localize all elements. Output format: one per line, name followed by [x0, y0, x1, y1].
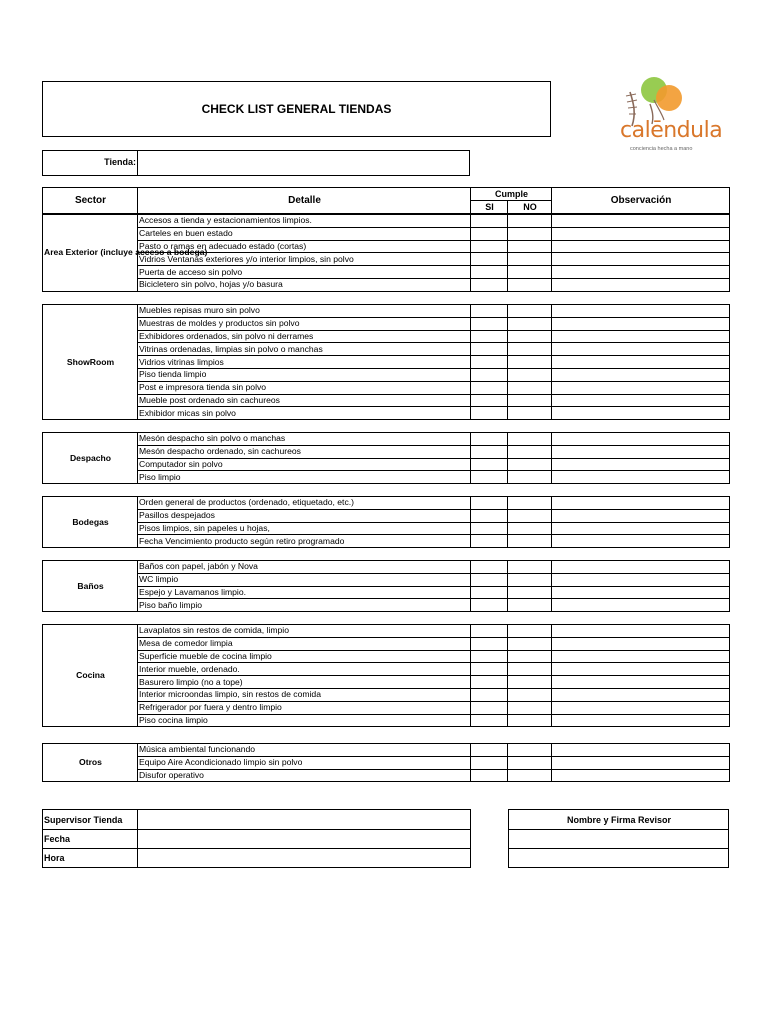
table-row: [43, 599, 730, 612]
sector-name: Cocina: [43, 625, 138, 727]
no-cell[interactable]: [508, 522, 552, 535]
no-cell[interactable]: [508, 471, 552, 484]
detalle-cell: Piso cocina limpio: [138, 714, 471, 727]
detalle-cell: Bicicletero sin polvo, hojas y/o basura: [138, 278, 471, 291]
table-row: [43, 445, 730, 458]
section-table: [42, 743, 730, 782]
sector-header: Sector: [43, 188, 138, 214]
no-cell[interactable]: [508, 266, 552, 279]
si-cell[interactable]: [471, 356, 508, 369]
no-cell[interactable]: [508, 407, 552, 420]
detalle-cell: Exhibidores ordenados, sin polvo ni derrames: [138, 330, 471, 343]
observacion-cell[interactable]: [552, 305, 730, 318]
sector-name: Despacho: [43, 433, 138, 484]
tienda-field: [42, 150, 470, 176]
no-cell[interactable]: [508, 701, 552, 714]
no-cell[interactable]: [508, 573, 552, 586]
si-cell[interactable]: [471, 701, 508, 714]
si-cell[interactable]: [471, 561, 508, 574]
si-cell[interactable]: [471, 756, 508, 769]
sector-name: Area Exterior (incluye acceso a bodega): [43, 215, 138, 292]
section-table: [42, 560, 730, 612]
observacion-cell[interactable]: [552, 663, 730, 676]
table-row: [43, 240, 730, 253]
detalle-cell: Fecha Vencimiento producto según retiro programado: [138, 535, 471, 548]
cumple-header: Cumple: [471, 188, 552, 201]
observacion-cell[interactable]: [552, 509, 730, 522]
no-cell[interactable]: [508, 445, 552, 458]
revisor-label: Nombre y Firma Revisor: [509, 810, 729, 830]
detalle-cell: Exhibidor micas sin polvo: [138, 407, 471, 420]
observacion-cell[interactable]: [552, 586, 730, 599]
sector-name: Bodegas: [43, 497, 138, 548]
observacion-cell[interactable]: [552, 599, 730, 612]
revisor-table: [508, 809, 729, 868]
si-cell[interactable]: [471, 688, 508, 701]
detalle-cell: Interior microondas limpio, sin restos de comida: [138, 688, 471, 701]
no-cell[interactable]: [508, 215, 552, 228]
si-cell[interactable]: [471, 445, 508, 458]
table-row: [43, 227, 730, 240]
no-cell[interactable]: [508, 330, 552, 343]
logo-tagline: conciencia hecha a mano: [630, 146, 693, 152]
observacion-cell[interactable]: [552, 343, 730, 356]
si-cell[interactable]: [471, 586, 508, 599]
section-table: [42, 304, 730, 420]
no-cell[interactable]: [508, 769, 552, 782]
si-cell[interactable]: [471, 394, 508, 407]
section-table: [42, 214, 730, 292]
observacion-cell[interactable]: [552, 561, 730, 574]
detalle-cell: Accesos a tienda y estacionamientos limpios.: [138, 215, 471, 228]
no-cell[interactable]: [508, 714, 552, 727]
table-row: [43, 676, 730, 689]
si-header: SI: [471, 201, 508, 214]
revisor-input[interactable]: [509, 830, 729, 849]
table-row: [43, 650, 730, 663]
no-cell[interactable]: [508, 509, 552, 522]
no-cell[interactable]: [508, 586, 552, 599]
detalle-cell: Baños con papel, jabón y Nova: [138, 561, 471, 574]
si-cell[interactable]: [471, 625, 508, 638]
si-cell[interactable]: [471, 509, 508, 522]
table-row: [43, 497, 730, 510]
no-cell[interactable]: [508, 535, 552, 548]
detalle-cell: Música ambiental funcionando: [138, 744, 471, 757]
table-row: [43, 433, 730, 446]
detalle-cell: Pasto o ramas en adecuado estado (cortas): [138, 240, 471, 253]
detalle-cell: Vidrios vitrinas limpios: [138, 356, 471, 369]
calendula-logo: [606, 74, 732, 158]
no-cell[interactable]: [508, 305, 552, 318]
observacion-cell[interactable]: [552, 625, 730, 638]
hora-label: Hora: [43, 849, 138, 868]
observacion-cell[interactable]: [552, 278, 730, 291]
observacion-cell[interactable]: [552, 253, 730, 266]
observacion-cell[interactable]: [552, 637, 730, 650]
no-cell[interactable]: [508, 625, 552, 638]
si-cell[interactable]: [471, 744, 508, 757]
observacion-cell[interactable]: [552, 769, 730, 782]
detalle-cell: Carteles en buen estado: [138, 227, 471, 240]
si-cell[interactable]: [471, 458, 508, 471]
si-cell[interactable]: [471, 317, 508, 330]
table-row: [43, 381, 730, 394]
detalle-cell: WC limpio: [138, 573, 471, 586]
table-row: [43, 625, 730, 638]
observacion-cell[interactable]: [552, 535, 730, 548]
si-cell[interactable]: [471, 266, 508, 279]
si-cell[interactable]: [471, 368, 508, 381]
observacion-cell[interactable]: [552, 522, 730, 535]
no-cell[interactable]: [508, 458, 552, 471]
no-cell[interactable]: [508, 497, 552, 510]
no-cell[interactable]: [508, 676, 552, 689]
si-cell[interactable]: [471, 215, 508, 228]
observacion-cell[interactable]: [552, 756, 730, 769]
observacion-cell[interactable]: [552, 381, 730, 394]
si-cell[interactable]: [471, 343, 508, 356]
observacion-cell[interactable]: [552, 497, 730, 510]
observacion-cell[interactable]: [552, 744, 730, 757]
detalle-cell: Post e impresora tienda sin polvo: [138, 381, 471, 394]
observacion-cell[interactable]: [552, 317, 730, 330]
hora-input[interactable]: [138, 849, 471, 868]
si-cell[interactable]: [471, 381, 508, 394]
observacion-header: Observación: [552, 188, 730, 214]
supervisor-input[interactable]: [138, 810, 471, 830]
observacion-cell[interactable]: [552, 714, 730, 727]
table-row: [43, 744, 730, 757]
no-cell[interactable]: [508, 317, 552, 330]
table-row: [43, 330, 730, 343]
detalle-cell: Puerta de acceso sin polvo: [138, 266, 471, 279]
no-cell[interactable]: [508, 356, 552, 369]
si-cell[interactable]: [471, 522, 508, 535]
si-cell[interactable]: [471, 650, 508, 663]
detalle-cell: Orden general de productos (ordenado, etiquetado, etc.): [138, 497, 471, 510]
observacion-cell[interactable]: [552, 330, 730, 343]
si-cell[interactable]: [471, 714, 508, 727]
logo-wordmark: calēndula: [620, 118, 723, 143]
tienda-input[interactable]: [138, 151, 469, 175]
detalle-cell: Interior mueble, ordenado.: [138, 663, 471, 676]
revisor-input-2[interactable]: [509, 849, 729, 868]
table-row: [43, 458, 730, 471]
si-cell[interactable]: [471, 676, 508, 689]
table-row: [43, 701, 730, 714]
table-row: [43, 305, 730, 318]
no-cell[interactable]: [508, 253, 552, 266]
si-cell[interactable]: [471, 497, 508, 510]
no-cell[interactable]: [508, 744, 552, 757]
si-cell[interactable]: [471, 227, 508, 240]
no-cell[interactable]: [508, 650, 552, 663]
table-row: [43, 714, 730, 727]
no-cell[interactable]: [508, 394, 552, 407]
detalle-cell: Basurero limpio (no a tope): [138, 676, 471, 689]
detalle-cell: Disufor operativo: [138, 769, 471, 782]
si-cell[interactable]: [471, 407, 508, 420]
detalle-cell: Piso baño limpio: [138, 599, 471, 612]
detalle-cell: Espejo y Lavamanos limpio.: [138, 586, 471, 599]
table-row: [43, 688, 730, 701]
table-row: [43, 215, 730, 228]
table-row: [43, 356, 730, 369]
table-row: [43, 561, 730, 574]
table-row: [43, 756, 730, 769]
no-cell[interactable]: [508, 433, 552, 446]
detalle-header: Detalle: [138, 188, 471, 214]
table-row: [43, 471, 730, 484]
fecha-input[interactable]: [138, 830, 471, 849]
supervisor-label: Supervisor Tienda: [43, 810, 138, 830]
observacion-cell[interactable]: [552, 701, 730, 714]
si-cell[interactable]: [471, 240, 508, 253]
detalle-cell: Vidrios Ventanas exteriores y/o interior limpios, sin polvo: [138, 253, 471, 266]
observacion-cell[interactable]: [552, 458, 730, 471]
no-header: NO: [508, 201, 552, 214]
observacion-cell[interactable]: [552, 688, 730, 701]
detalle-cell: Superficie mueble de cocina limpio: [138, 650, 471, 663]
no-cell[interactable]: [508, 227, 552, 240]
observacion-cell[interactable]: [552, 394, 730, 407]
sector-name: Otros: [43, 744, 138, 782]
si-cell[interactable]: [471, 599, 508, 612]
table-row: [43, 368, 730, 381]
no-cell[interactable]: [508, 368, 552, 381]
detalle-cell: Mueble post ordenado sin cachureos: [138, 394, 471, 407]
detalle-cell: Piso tienda limpio: [138, 368, 471, 381]
si-cell[interactable]: [471, 573, 508, 586]
observacion-cell[interactable]: [552, 266, 730, 279]
supervisor-table: [42, 809, 471, 868]
detalle-cell: Piso limpio: [138, 471, 471, 484]
table-row: [43, 586, 730, 599]
observacion-cell[interactable]: [552, 407, 730, 420]
table-row: [43, 343, 730, 356]
detalle-cell: Mesón despacho sin polvo o manchas: [138, 433, 471, 446]
detalle-cell: Computador sin polvo: [138, 458, 471, 471]
table-row: [43, 535, 730, 548]
observacion-cell[interactable]: [552, 433, 730, 446]
fecha-label: Fecha: [43, 830, 138, 849]
document-title: CHECK LIST GENERAL TIENDAS: [42, 81, 551, 137]
no-cell[interactable]: [508, 663, 552, 676]
tienda-label: Tienda:: [43, 151, 138, 175]
section-table: [42, 496, 730, 548]
header-table: [42, 187, 730, 214]
table-row: [43, 317, 730, 330]
si-cell[interactable]: [471, 330, 508, 343]
table-row: [43, 663, 730, 676]
si-cell[interactable]: [471, 663, 508, 676]
no-cell[interactable]: [508, 240, 552, 253]
si-cell[interactable]: [471, 433, 508, 446]
no-cell[interactable]: [508, 688, 552, 701]
section-table: [42, 432, 730, 484]
detalle-cell: Muestras de moldes y productos sin polvo: [138, 317, 471, 330]
no-cell[interactable]: [508, 381, 552, 394]
no-cell[interactable]: [508, 278, 552, 291]
si-cell[interactable]: [471, 278, 508, 291]
si-cell[interactable]: [471, 471, 508, 484]
table-row: [43, 266, 730, 279]
observacion-cell[interactable]: [552, 368, 730, 381]
detalle-cell: Muebles repisas muro sin polvo: [138, 305, 471, 318]
table-row: [43, 509, 730, 522]
si-cell[interactable]: [471, 769, 508, 782]
si-cell[interactable]: [471, 305, 508, 318]
no-cell[interactable]: [508, 637, 552, 650]
detalle-cell: Equipo Aire Acondicionado limpio sin polvo: [138, 756, 471, 769]
table-row: [43, 394, 730, 407]
table-row: [43, 573, 730, 586]
detalle-cell: Lavaplatos sin restos de comida, limpio: [138, 625, 471, 638]
observacion-cell[interactable]: [552, 573, 730, 586]
no-cell[interactable]: [508, 343, 552, 356]
no-cell[interactable]: [508, 756, 552, 769]
table-row: [43, 522, 730, 535]
observacion-cell[interactable]: [552, 356, 730, 369]
observacion-cell[interactable]: [552, 445, 730, 458]
detalle-cell: Vitrinas ordenadas, limpias sin polvo o manchas: [138, 343, 471, 356]
si-cell[interactable]: [471, 535, 508, 548]
detalle-cell: Mesa de comedor limpia: [138, 637, 471, 650]
table-row: [43, 278, 730, 291]
table-row: [43, 637, 730, 650]
observacion-cell[interactable]: [552, 240, 730, 253]
observacion-cell[interactable]: [552, 676, 730, 689]
observacion-cell[interactable]: [552, 471, 730, 484]
observacion-cell[interactable]: [552, 215, 730, 228]
table-row: [43, 407, 730, 420]
detalle-cell: Pasillos despejados: [138, 509, 471, 522]
table-row: [43, 253, 730, 266]
detalle-cell: Pisos limpios, sin papeles u hojas,: [138, 522, 471, 535]
sector-name: ShowRoom: [43, 305, 138, 420]
si-cell[interactable]: [471, 253, 508, 266]
section-table: [42, 624, 730, 727]
no-cell[interactable]: [508, 599, 552, 612]
detalle-cell: Mesón despacho ordenado, sin cachureos: [138, 445, 471, 458]
table-row: [43, 769, 730, 782]
no-cell[interactable]: [508, 561, 552, 574]
si-cell[interactable]: [471, 637, 508, 650]
detalle-cell: Refrigerador por fuera y dentro limpio: [138, 701, 471, 714]
sector-name: Baños: [43, 561, 138, 612]
observacion-cell[interactable]: [552, 227, 730, 240]
observacion-cell[interactable]: [552, 650, 730, 663]
